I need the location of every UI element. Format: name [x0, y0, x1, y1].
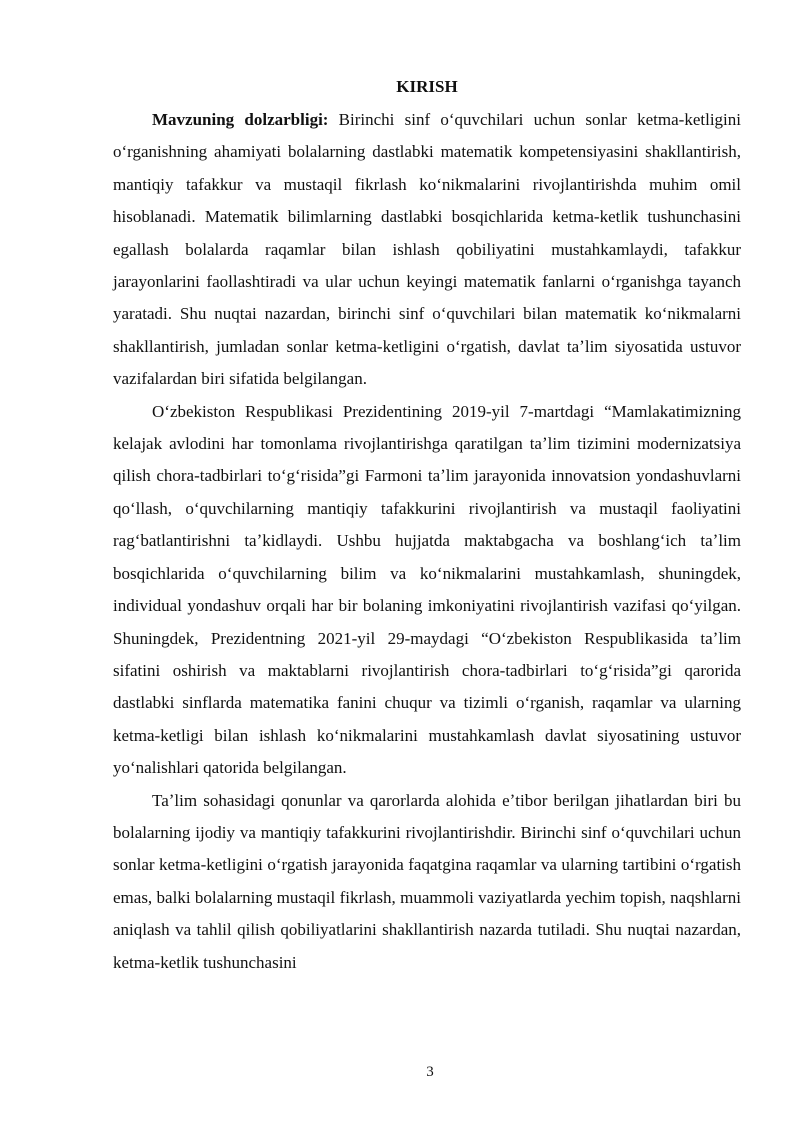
paragraph-text: Birinchi sinf oʻquvchilari uchun sonlar ketma-ketligini oʻrganishning ahamiyati bolalarning dastlabki matematik kompetensiyasini shakllantirish, mantiqiy tafakkur va mustaqil fikrlash koʻnikmalarini rivojlantirishda muhim omil hisoblanadi. Matematik bilimlarning dastlabki bosqichlarida ketma-ketlik tushunchasini egallash bolalarda raqamlar bilan ishlash qobiliyatini mustahkamlaydi, tafakkur jarayonlarini faollashtiradi va ular uchun keyingi matematik fanlarni oʻrganishga tayanch yaratadi. Shu nuqtai nazardan, birinchi sinf oʻquvchilari bilan matematik koʻnikmalarni shakllantirish, jumladan sonlar ketma-ketligini oʻrgatish, davlat taʼlim siyosatida ustuvor vazifalardan biri sifatida belgilangan. [113, 110, 741, 389]
document-page [113, 74, 741, 979]
paragraph-lead: Mavzuning dolzarbligi: [152, 110, 329, 129]
paragraph-decree: Oʻzbekiston Respublikasi Prezidentining 2019-yil 7-martdagi “Mamlakatimizning kelajak avlodini har tomonlama rivojlantirishga qaratilgan taʼlim tizimini modernizatsiya qilish chora-tadbirlari toʻgʻrisida”gi Farmoni taʼlim jarayonida innovatsion yondashuvlarni qoʻllash, oʻquvchilarning mantiqiy tafakkurini rivojlantirish va mustaqil faoliyatini ragʻbatlantirishni taʼkidlaydi. Ushbu hujjatda maktabgacha va boshlangʻich taʼlim bosqichlarida oʻquvchilarning bilim va koʻnikmalarini mustahkamlash, shuningdek, individual yondashuv orqali har bir bolaning imkoniyatini rivojlantirish vazifasi qoʻyilgan. Shuningdek, Prezidentning 2021-yil 29-maydagi “Oʻzbekiston Respublikasida taʼlim sifatini oshirish va maktablarni rivojlantirish chora-tadbirlari toʻgʻrisida”gi qarorida dastlabki sinflarda matematika fanini chuqur va tizimli oʻrganish, raqamlar va ularning ketma-ketligi bilan ishlash koʻnikmalarini mustahkamlash davlat siyosatining ustuvor yoʻnalishlari qatorida belgilangan. [113, 401, 741, 778]
section-heading: KIRISH [396, 77, 458, 96]
paragraph-relevance [113, 104, 741, 396]
paragraph-education-laws: Taʼlim sohasidagi qonunlar va qarorlarda alohida eʼtibor berilgan jihatlardan biri bu bolalarning ijodiy va mantiqiy tafakkurini rivojlantirishdir. Birinchi sinf oʻquvchilari uchun sonlar ketma-ketligini oʻrgatish jarayonida faqatgina raqamlar va ularning tartibini oʻrgatish emas, balki bolalarning mustaqil fikrlash, muammoli vaziyatlarda yechim topish, naqshlarni aniqlash va tahlil qilish qobiliyatlarini shakllantirish nazarda tutiladi. Shu nuqtai nazardan, ketma-ketlik tushunchasini [113, 790, 741, 972]
page-number: 3 [426, 1064, 434, 1080]
